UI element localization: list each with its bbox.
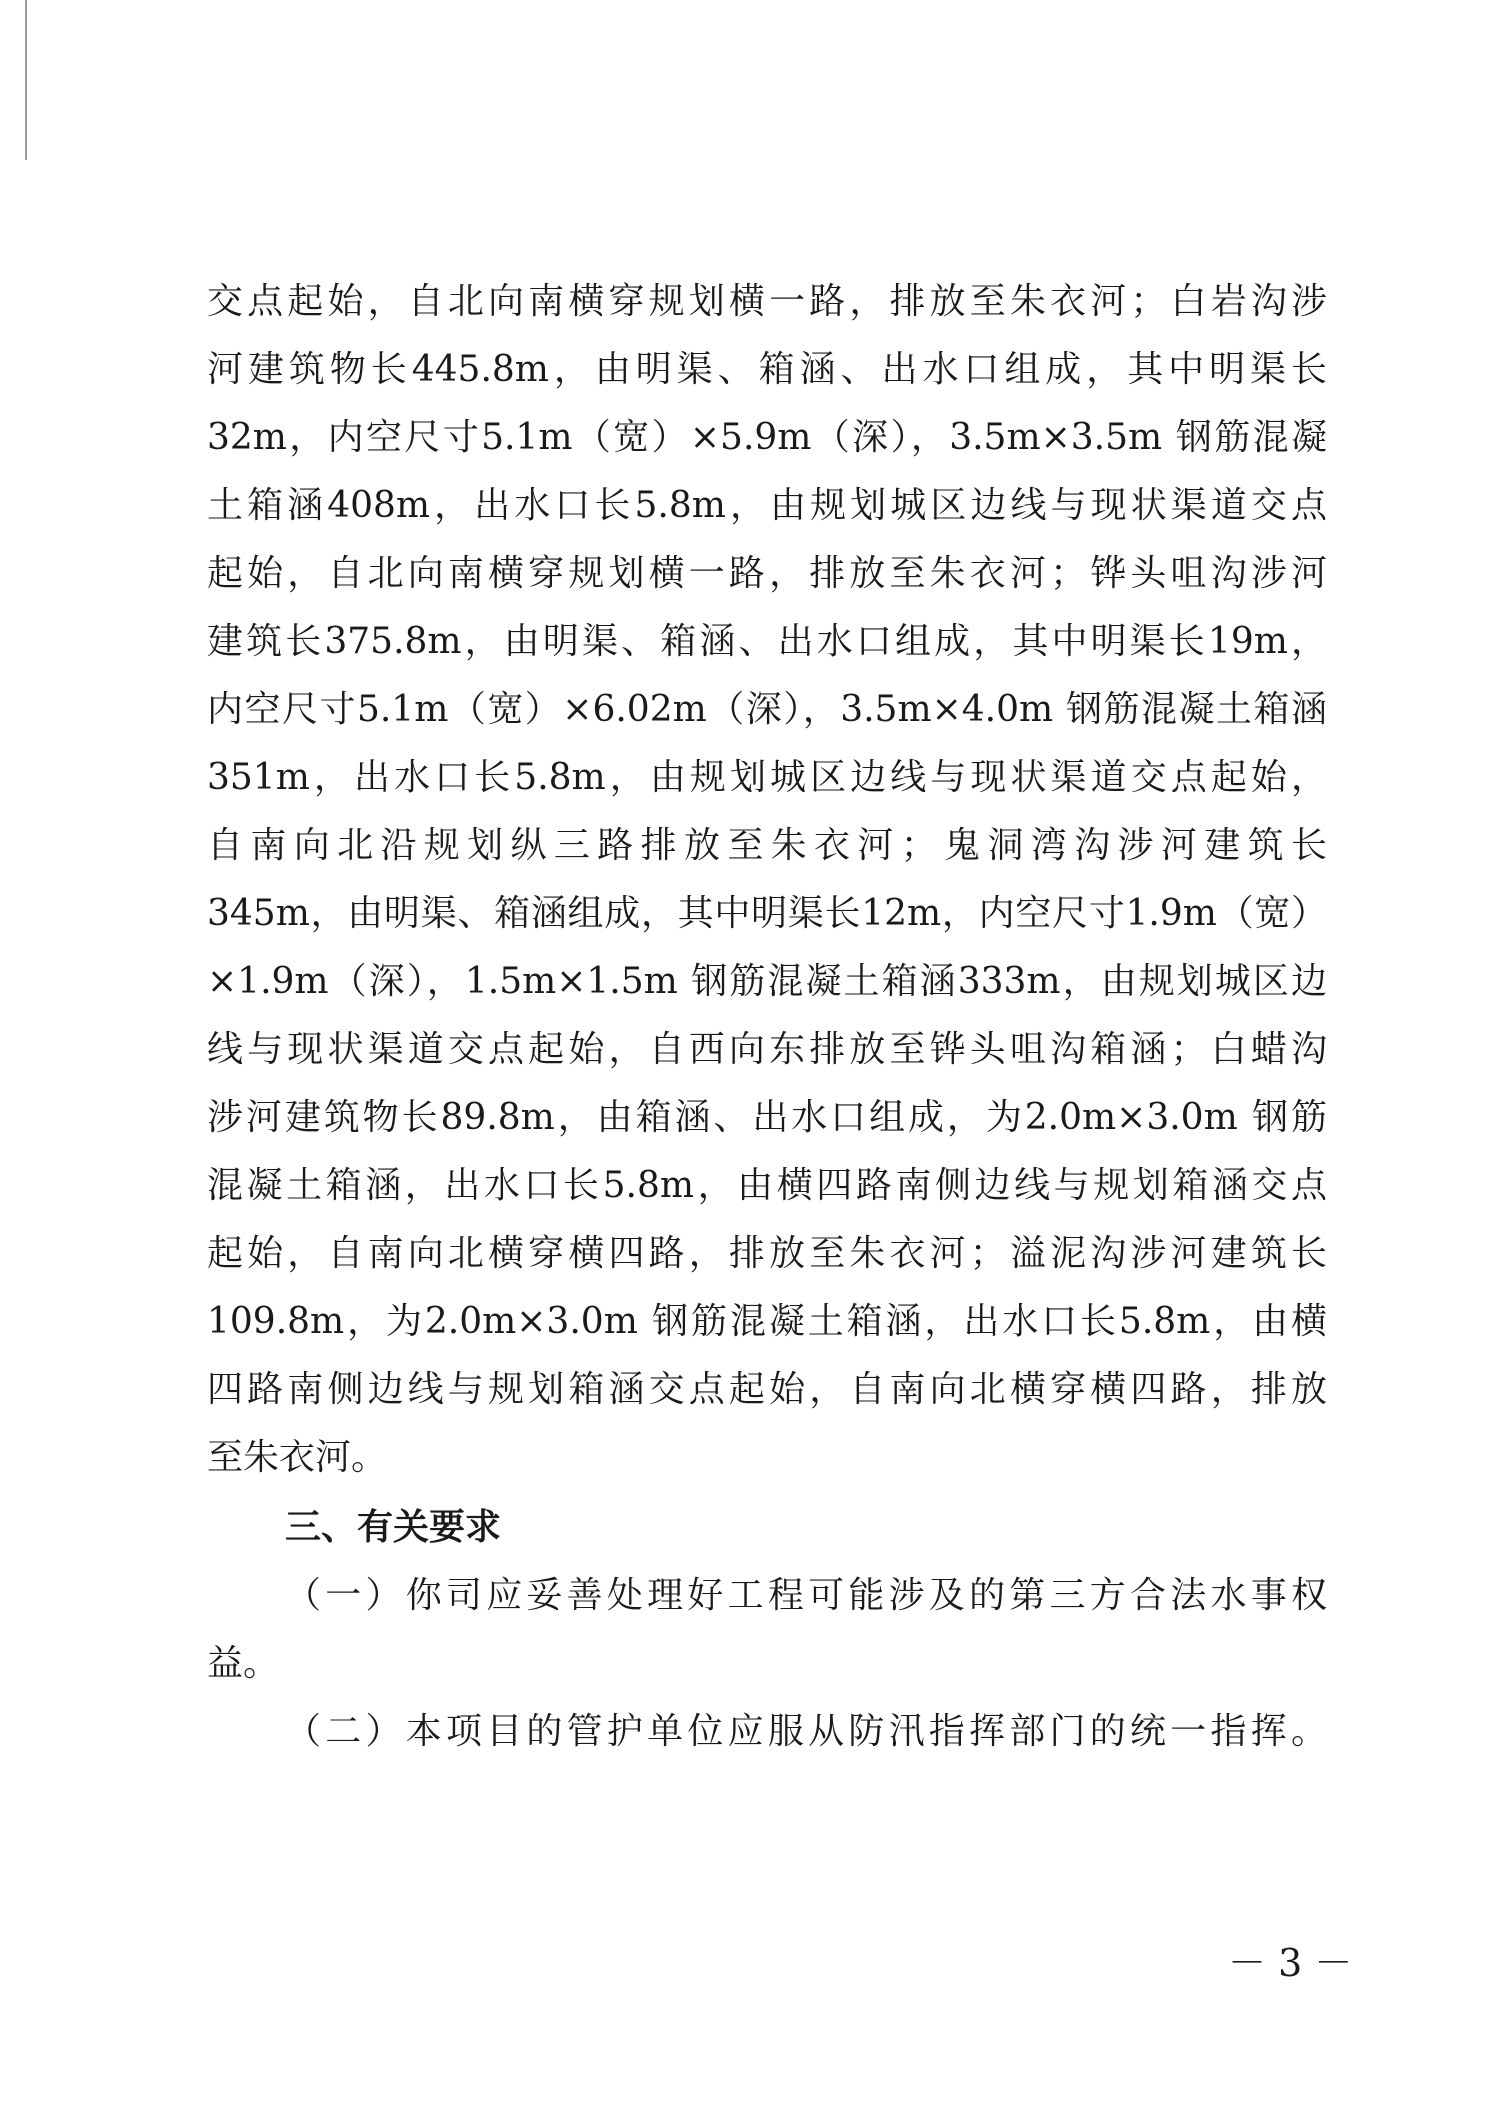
binding-margin-line	[25, 0, 27, 160]
body-line: 涉河建筑物长89.8m，由箱涵、出水口组成，为2.0m×3.0m 钢筋	[207, 1097, 1327, 1138]
body-line: 至朱衣河。	[207, 1437, 388, 1478]
section-heading: 三、有关要求	[285, 1507, 502, 1548]
body-line: 河建筑物长445.8m，由明渠、箱涵、出水口组成，其中明渠长	[207, 349, 1327, 390]
body-line: 交点起始，自北向南横穿规划横一路，排放至朱衣河；白岩沟涉	[207, 281, 1327, 322]
body-line: 建筑长375.8m，由明渠、箱涵、出水口组成，其中明渠长19m，	[207, 621, 1327, 662]
body-line: 四路南侧边线与规划箱涵交点起始，自南向北横穿横四路，排放	[207, 1369, 1327, 1410]
page-number: － 3 －	[1228, 1941, 1353, 1985]
body-line: 混凝土箱涵，出水口长5.8m，由横四路南侧边线与规划箱涵交点	[207, 1165, 1327, 1206]
body-line: 起始，自南向北横穿横四路，排放至朱衣河；溢泥沟涉河建筑长	[207, 1233, 1327, 1274]
body-line: 109.8m，为2.0m×3.0m 钢筋混凝土箱涵，出水口长5.8m，由横	[207, 1301, 1327, 1342]
body-line: 起始，自北向南横穿规划横一路，排放至朱衣河；铧头咀沟涉河	[207, 553, 1327, 594]
body-line: ×1.9m（深），1.5m×1.5m 钢筋混凝土箱涵333m，由规划城区边	[207, 961, 1327, 1002]
body-line: 内空尺寸5.1m（宽）×6.02m（深），3.5m×4.0m 钢筋混凝土箱涵	[207, 689, 1327, 730]
body-line: 351m，出水口长5.8m，由规划城区边线与现状渠道交点起始，	[207, 757, 1327, 798]
requirement-item: （二）本项目的管护单位应服从防汛指挥部门的统一指挥。	[285, 1711, 1327, 1752]
requirement-item: （一）你司应妥善处理好工程可能涉及的第三方合法水事权	[285, 1575, 1327, 1616]
body-line: 32m，内空尺寸5.1m（宽）×5.9m（深），3.5m×3.5m 钢筋混凝	[207, 417, 1327, 458]
body-line: 土箱涵408m，出水口长5.8m，由规划城区边线与现状渠道交点	[207, 485, 1327, 526]
requirement-continuation: 益。	[207, 1643, 280, 1684]
body-line: 自南向北沿规划纵三路排放至朱衣河；鬼洞湾沟涉河建筑长	[207, 825, 1327, 866]
body-line: 线与现状渠道交点起始，自西向东排放至铧头咀沟箱涵；白蜡沟	[207, 1029, 1327, 1070]
body-line: 345m，由明渠、箱涵组成，其中明渠长12m，内空尺寸1.9m（宽）	[207, 893, 1327, 934]
